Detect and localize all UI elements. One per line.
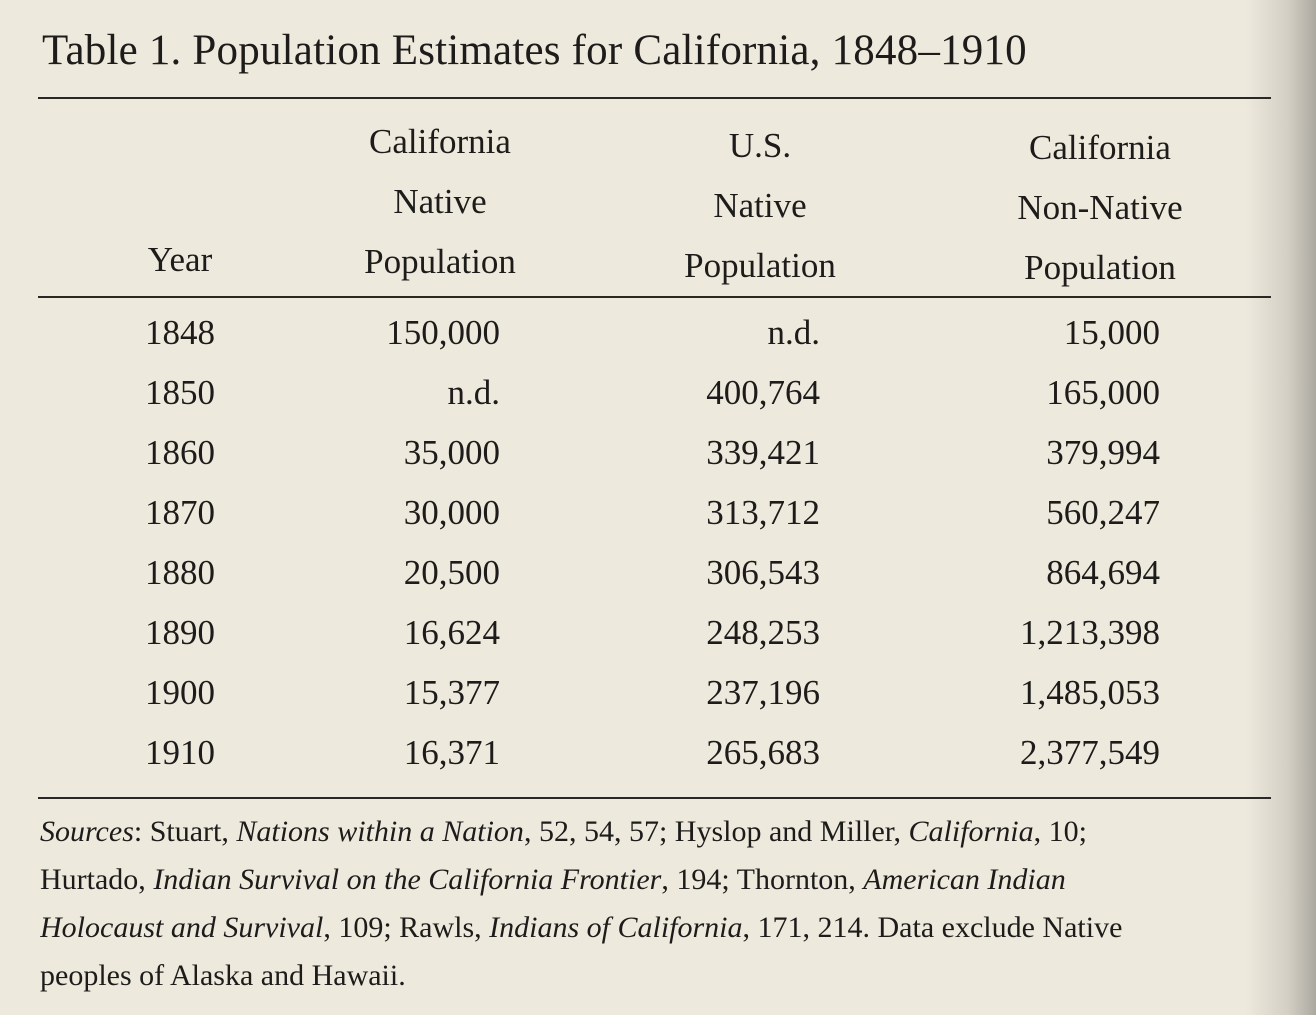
- citation-title: California: [908, 815, 1034, 848]
- cell-california-non-native: 15,000: [1063, 313, 1160, 352]
- citation-title: Nations within a Nation: [236, 815, 524, 848]
- table-row: [0, 485, 1316, 545]
- cell-california-non-native: 165,000: [1046, 373, 1160, 412]
- header-line: Population: [364, 242, 516, 281]
- citation-title: Holocaust and Survival: [40, 911, 324, 944]
- cell-california-native: 35,000: [403, 433, 500, 472]
- cell-year: 1870: [145, 493, 215, 532]
- sources-line: [40, 904, 1268, 952]
- cell-california-native: 30,000: [403, 493, 500, 532]
- cell-us-native: 237,196: [706, 673, 820, 712]
- table-row: [0, 665, 1316, 725]
- citation-title: Indians of California: [489, 911, 743, 944]
- cell-california-native: 16,371: [403, 733, 500, 772]
- citation-text: , 10;: [1033, 815, 1087, 848]
- table-row: [0, 365, 1316, 425]
- cell-california-non-native: 379,994: [1046, 433, 1160, 472]
- header-line: Population: [684, 246, 836, 285]
- cell-year: 1848: [145, 313, 215, 352]
- cell-california-native: 16,624: [403, 613, 500, 652]
- citation-text: , 194; Thornton,: [661, 863, 864, 896]
- cell-us-native: 248,253: [706, 613, 820, 652]
- header-california-native-population: [320, 112, 560, 292]
- citation-text: : Stuart,: [133, 815, 237, 848]
- header-line: California: [369, 122, 511, 161]
- sources-line: [40, 856, 1268, 904]
- citation-title: American Indian: [863, 863, 1066, 896]
- citation-text: , 52, 54, 57; Hyslop and Miller,: [523, 815, 909, 848]
- citation-text: , 171, 214. Data exclude Native: [742, 911, 1123, 944]
- cell-us-native: 313,712: [706, 493, 820, 532]
- table-body: [0, 305, 1316, 785]
- cell-year: 1880: [145, 553, 215, 592]
- citation-title: Indian Survival on the California Frontier: [153, 863, 662, 896]
- citation-text: , 109; Rawls,: [323, 911, 490, 944]
- cell-california-non-native: 1,485,053: [1020, 673, 1160, 712]
- cell-us-native: 400,764: [706, 373, 820, 412]
- table-row: [0, 725, 1316, 785]
- cell-california-non-native: 864,694: [1046, 553, 1160, 592]
- sources-line: [40, 808, 1268, 856]
- sources-note: [40, 808, 1268, 1000]
- cell-year: 1850: [145, 373, 215, 412]
- table-row: [0, 305, 1316, 365]
- cell-california-native: 150,000: [386, 313, 500, 352]
- cell-year: 1900: [145, 673, 215, 712]
- cell-california-non-native: 1,213,398: [1020, 613, 1160, 652]
- cell-us-native: 306,543: [706, 553, 820, 592]
- cell-year: 1890: [145, 613, 215, 652]
- cell-us-native: 265,683: [706, 733, 820, 772]
- header-rule: [38, 296, 1271, 298]
- cell-california-native: n.d.: [447, 373, 500, 412]
- bottom-rule: [38, 797, 1271, 799]
- citation-text: Hurtado,: [40, 863, 154, 896]
- table-row: [0, 545, 1316, 605]
- citation-text: peoples of Alaska and Hawaii.: [40, 959, 406, 992]
- cell-california-native: 15,377: [403, 673, 500, 712]
- cell-us-native: n.d.: [767, 313, 820, 352]
- header-line: Non-Native: [1017, 188, 1183, 227]
- header-line: Native: [713, 186, 807, 225]
- cell-california-non-native: 560,247: [1046, 493, 1160, 532]
- header-california-non-native-population: [970, 118, 1230, 298]
- header-year: Year: [147, 240, 213, 279]
- table-row: [0, 605, 1316, 665]
- table-title: Table 1. Population Estimates for California, 1848–1910: [42, 27, 1027, 74]
- header-line: Native: [393, 182, 487, 221]
- header-line: U.S.: [728, 126, 792, 165]
- top-rule: [38, 97, 1271, 99]
- cell-california-native: 20,500: [403, 553, 500, 592]
- cell-us-native: 339,421: [706, 433, 820, 472]
- table-row: [0, 425, 1316, 485]
- cell-year: 1910: [145, 733, 215, 772]
- cell-year: 1860: [145, 433, 215, 472]
- header-line: Population: [1024, 248, 1176, 287]
- header-line: California: [1029, 128, 1171, 167]
- header-us-native-population: [640, 116, 880, 296]
- citation-title: Sources: [40, 815, 134, 848]
- cell-california-non-native: 2,377,549: [1020, 733, 1160, 772]
- sources-line: [40, 952, 1268, 1000]
